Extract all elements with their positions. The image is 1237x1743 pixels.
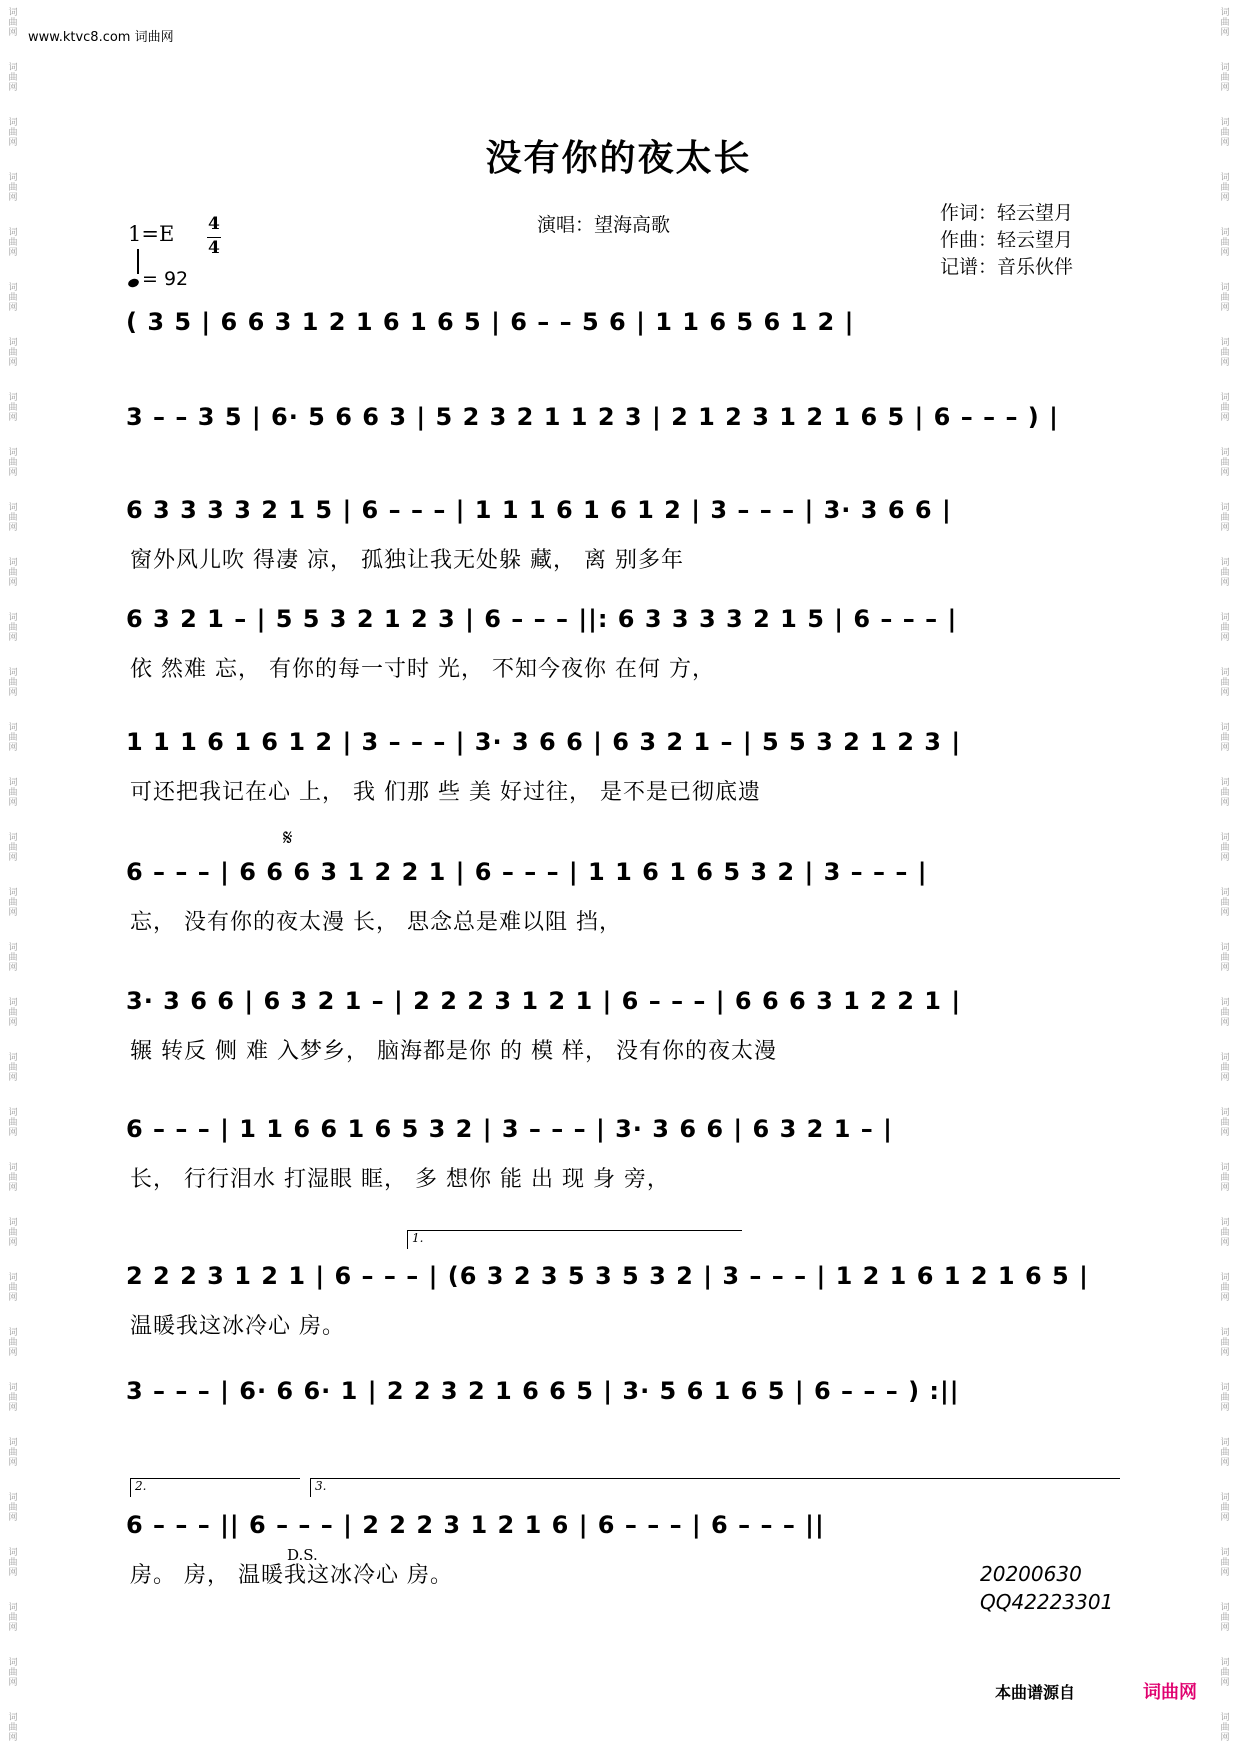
lyrics-line-8: 长， 行行泪水 打湿眼 眶， 多 想你 能 出 现 身 旁， — [130, 1167, 670, 1192]
watermark-mark: 词曲网 — [1220, 1438, 1230, 1468]
watermark-mark: 词曲网 — [8, 1108, 18, 1138]
lyrics-line-4: 依 然难 忘， 有你的每一寸时 光， 不知今夜你 在何 方， — [130, 657, 715, 682]
watermark-mark: 词曲网 — [8, 1273, 18, 1303]
watermark-mark: 词曲网 — [1220, 1658, 1230, 1688]
notation-line-8: 6 – – – | 1 1 6 6 1 6 5 3 2 | 3 – – – | 3· 3 6 6 | 6 3 2 1 – | — [126, 1115, 893, 1143]
watermark-mark: 词曲网 — [8, 1383, 18, 1413]
lyrics-line-11: 房。 房， 温暖我这冰冷心 房。 — [130, 1563, 453, 1588]
lyrics-line-9: 温暖我这冰冷心 房。 — [130, 1314, 345, 1339]
transcriber-qq: QQ42223301 — [980, 1590, 1114, 1614]
watermark-mark: 词曲网 — [1220, 613, 1230, 643]
watermark-mark: 词曲网 — [8, 1053, 18, 1083]
notation-line-3: 6 3 3 3 3 2 1 5 | 6 – – – | 1 1 1 6 1 6 1 2 | 3 – – – | 3· 3 6 6 | — [126, 496, 952, 524]
watermark-mark: 词曲网 — [1220, 338, 1230, 368]
site-label: www.ktvc8.com 词曲网 — [28, 30, 174, 45]
watermark-mark: 词曲网 — [1220, 448, 1230, 478]
watermark-mark: 词曲网 — [8, 1218, 18, 1248]
notation-line-7: 3· 3 6 6 | 6 3 2 1 – | 2 2 2 3 1 2 1 | 6 – – – | 6 6 6 3 1 2 2 1 | — [126, 987, 962, 1015]
watermark-mark: 词曲网 — [8, 723, 18, 753]
watermark-mark: 词曲网 — [1220, 393, 1230, 423]
watermark-mark: 词曲网 — [8, 1438, 18, 1468]
song-title: 没有你的夜太长 — [485, 137, 752, 179]
watermark-mark: 词曲网 — [1220, 1328, 1230, 1358]
watermark-mark: 词曲网 — [1220, 1108, 1230, 1138]
watermark-mark: 词曲网 — [1220, 1493, 1230, 1523]
watermark-mark: 词曲网 — [8, 1163, 18, 1193]
watermark-mark: 词曲网 — [8, 613, 18, 643]
watermark-mark: 词曲网 — [8, 833, 18, 863]
watermark-mark: 词曲网 — [1220, 1163, 1230, 1193]
watermark-mark: 词曲网 — [1220, 943, 1230, 973]
watermark-mark: 词曲网 — [1220, 1548, 1230, 1578]
singer-credit: 演唱：望海高歌 — [537, 214, 671, 236]
source-label: 本曲谱源自 — [995, 1683, 1076, 1702]
watermark-mark: 词曲网 — [8, 1658, 18, 1688]
watermark-mark: 词曲网 — [8, 1328, 18, 1358]
watermark-mark: 词曲网 — [8, 118, 18, 148]
transcriber-credit: 记谱：音乐伙伴 — [940, 256, 1074, 278]
lyrics-line-6: 忘， 没有你的夜太漫 长， 思念总是难以阻 挡， — [130, 910, 622, 935]
watermark-mark: 词曲网 — [1220, 503, 1230, 533]
watermark-mark: 词曲网 — [8, 943, 18, 973]
watermark-mark: 词曲网 — [1220, 1383, 1230, 1413]
watermark-mark: 词曲网 — [1220, 558, 1230, 588]
transcription-date: 20200630 — [980, 1562, 1082, 1586]
watermark-mark: 词曲网 — [8, 1603, 18, 1633]
watermark-mark: 词曲网 — [1220, 1603, 1230, 1633]
watermark-mark: 词曲网 — [1220, 723, 1230, 753]
watermark-mark: 词曲网 — [8, 283, 18, 313]
watermark-mark: 词曲网 — [8, 8, 18, 38]
lyricist-credit: 作词：轻云望月 — [940, 202, 1074, 224]
notation-line-5: 1 1 1 6 1 6 1 2 | 3 – – – | 3· 3 6 6 | 6 3 2 1 – | 5 5 3 2 1 2 3 | — [126, 728, 962, 756]
watermark-mark: 词曲网 — [8, 778, 18, 808]
watermark-mark: 词曲网 — [8, 1493, 18, 1523]
watermark-mark: 词曲网 — [1220, 228, 1230, 258]
notation-line-10: 3 – – – | 6· 6 6· 1 | 2 2 3 2 1 6 6 5 | 3· 5 6 1 6 5 | 6 – – – ) :|| — [126, 1377, 960, 1405]
watermark-mark: 词曲网 — [1220, 778, 1230, 808]
watermark-mark: 词曲网 — [8, 338, 18, 368]
watermark-mark: 词曲网 — [1220, 8, 1230, 38]
watermark-mark: 词曲网 — [8, 228, 18, 258]
volta-bracket-2: 2. — [130, 1478, 300, 1497]
volta-bracket-1: 1. — [407, 1230, 742, 1249]
watermark-mark: 词曲网 — [8, 998, 18, 1028]
notation-line-4: 6 3 2 1 – | 5 5 3 2 1 2 3 | 6 – – – ||: 6 3 3 3 3 2 1 5 | 6 – – – | — [126, 605, 958, 633]
watermark-mark: 词曲网 — [8, 393, 18, 423]
composer-credit: 作曲：轻云望月 — [940, 229, 1074, 251]
watermark-mark: 词曲网 — [1220, 888, 1230, 918]
notation-line-9: 2 2 2 3 1 2 1 | 6 – – – | (6 3 2 3 5 3 5 3 2 | 3 – – – | 1 2 1 6 1 2 1 6 5 | — [126, 1262, 1089, 1290]
time-signature-top: 4 — [208, 214, 220, 234]
notation-line-11: 6 – – – || 6 – – – | 2 2 2 3 1 2 1 6 | 6 – – – | 6 – – – || — [126, 1511, 825, 1539]
tempo-marking — [128, 268, 188, 290]
watermark-mark: 词曲网 — [8, 1548, 18, 1578]
watermark-mark: 词曲网 — [8, 503, 18, 533]
watermark-mark: 词曲网 — [1220, 998, 1230, 1028]
lyrics-line-3: 窗外风儿吹 得凄 凉， 孤独让我无处躲 藏， 离 别多年 — [130, 548, 684, 573]
watermark-mark: 词曲网 — [8, 63, 18, 93]
lyrics-line-5: 可还把我记在心 上， 我 们那 些 美 好过往， 是不是已彻底遗 — [130, 780, 761, 805]
key-signature: 1=E — [128, 222, 175, 246]
dal-segno-marking: D.S. — [287, 1546, 318, 1564]
notation-line-1: ( 3 5 | 6 6 3 1 2 1 6 1 6 5 | 6 – – 5 6 | 1 1 6 5 6 1 2 | — [126, 308, 855, 336]
watermark-mark: 词曲网 — [8, 1713, 18, 1743]
watermark-mark: 词曲网 — [8, 888, 18, 918]
watermark-mark: 词曲网 — [1220, 833, 1230, 863]
watermark-mark: 词曲网 — [8, 668, 18, 698]
notation-line-2: 3 – – 3 5 | 6· 5 6 6 3 | 5 2 3 2 1 1 2 3 | 2 1 2 3 1 2 1 6 5 | 6 – – – ) | — [126, 403, 1059, 431]
watermark-mark: 词曲网 — [1220, 118, 1230, 148]
watermark-mark: 词曲网 — [1220, 283, 1230, 313]
watermark-mark: 词曲网 — [8, 173, 18, 203]
quarter-note-icon — [127, 277, 140, 288]
watermark-mark: 词曲网 — [1220, 1218, 1230, 1248]
watermark-mark: 词曲网 — [1220, 1053, 1230, 1083]
segno-icon: 𝄋 — [283, 826, 293, 851]
watermark-mark: 词曲网 — [8, 558, 18, 588]
time-signature-bottom: 4 — [208, 238, 220, 258]
watermark-mark: 词曲网 — [1220, 173, 1230, 203]
watermark-mark: 词曲网 — [1220, 63, 1230, 93]
watermark-mark: 词曲网 — [8, 448, 18, 478]
volta-bracket-3: 3. — [310, 1478, 1120, 1497]
site-logo-text: 词曲网 — [1143, 1682, 1197, 1703]
watermark-mark: 词曲网 — [1220, 1713, 1230, 1743]
tempo-value: = 92 — [142, 268, 189, 290]
lyrics-line-7: 辗 转反 侧 难 入梦乡， 脑海都是你 的 模 样， 没有你的夜太漫 — [130, 1039, 777, 1064]
watermark-mark: 词曲网 — [1220, 1273, 1230, 1303]
watermark-mark: 词曲网 — [1220, 668, 1230, 698]
notation-line-6: 6 – – – | 6 6 6 3 1 2 2 1 | 6 – – – | 1 1 6 1 6 5 3 2 | 3 – – – | — [126, 858, 928, 886]
